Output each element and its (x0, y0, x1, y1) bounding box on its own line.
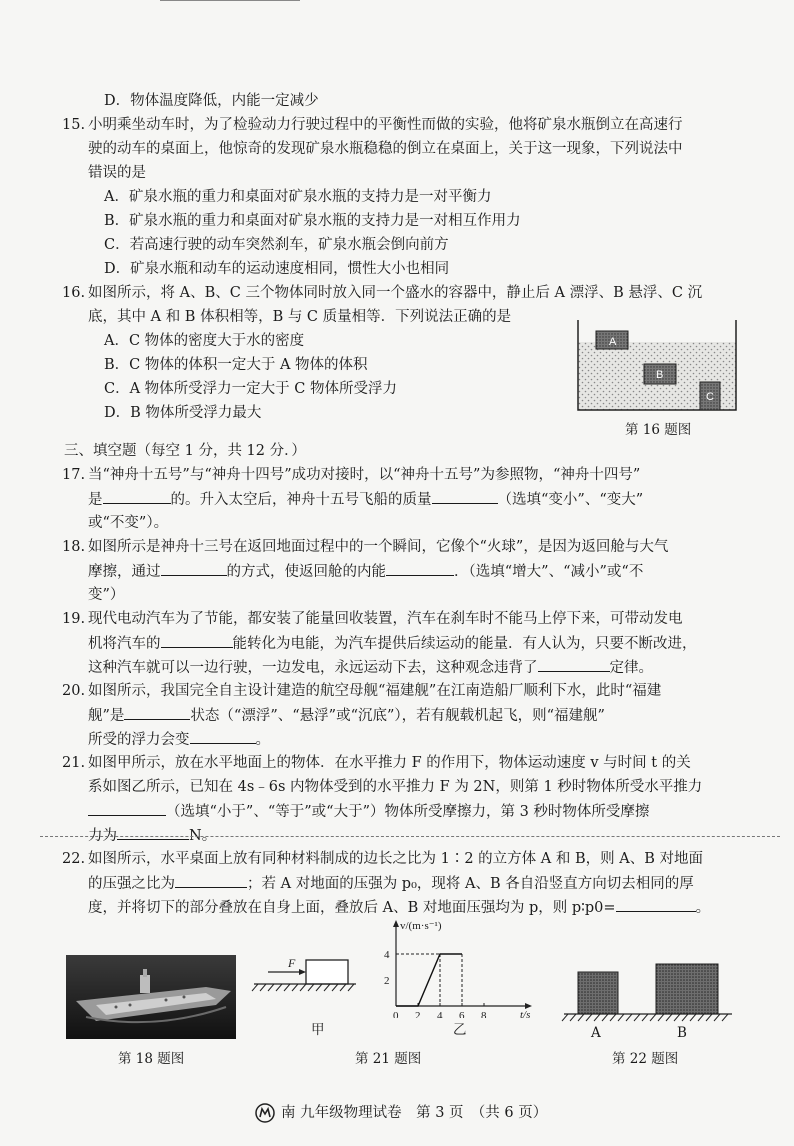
q18-blank-2[interactable] (386, 561, 454, 576)
section3-title: 三、填空题（每空 1 分，共 12 分．） (64, 443, 306, 459)
q17-line2-c: （选填“变小”、“变大” (497, 492, 644, 508)
q21-number: 21. (62, 755, 86, 771)
q20-line3-a: 所受的浮力会变 (88, 732, 190, 748)
q18-blank-1[interactable] (161, 561, 227, 576)
fig22-blocks (560, 955, 736, 1027)
q16-container-figure (572, 318, 742, 416)
footer-text: 南 九年级物理试卷 第 3 页 （共 6 页） (281, 1105, 548, 1121)
x-tick-label: 2 (415, 1010, 421, 1018)
q17-number: 17. (62, 467, 86, 483)
q15-option-b: B．矿泉水瓶的重力和桌面对矿泉水瓶的支持力是一对相互作用力 (104, 213, 521, 229)
q20-number: 20. (62, 683, 86, 699)
q19-blank-1[interactable] (161, 633, 233, 648)
q18-number: 18. (62, 539, 86, 555)
q18-line1: 如图所示是神舟十三号在返回地面过程中的一个瞬间，它像个“火球”，是因为返回舱与大气 (88, 539, 669, 555)
q22-blank-1[interactable] (175, 873, 247, 888)
x-tick-label: 4 (437, 1010, 443, 1018)
q20-line3 (88, 729, 270, 750)
q18-line2-a: 摩擦，通过 (88, 564, 161, 580)
footer (255, 1103, 547, 1123)
fold-line (40, 836, 780, 837)
y-tick-label: 4 (384, 949, 390, 961)
block-c-label: C (706, 391, 714, 403)
q21-line4-a: 力为 (88, 828, 117, 844)
q22-line2-a: 的压强之比为 (88, 876, 175, 892)
block-a-label: A (609, 336, 617, 348)
q21-line3 (88, 801, 649, 822)
q15-option-a: A．矿泉水瓶的重力和桌面对矿泉水瓶的支持力是一对平衡力 (104, 189, 492, 205)
q16-option-c: C．A 物体所受浮力一定大于 C 物体所受浮力 (104, 381, 397, 397)
ground-hatching (252, 984, 354, 991)
q16-option-b: B．C 物体的体积一定大于 A 物体的体积 (104, 357, 368, 373)
fig21-jia-diagram (248, 955, 360, 997)
q20-line2 (88, 705, 605, 726)
fig22-label-a: A (591, 1025, 601, 1041)
q19-line3 (88, 657, 653, 678)
block-b-label: B (656, 369, 664, 381)
q21-line4-b: N。 (189, 828, 217, 844)
q21-line3-text: （选填“小于”、“等于”或“大于”）物体所受摩擦力，第 3 秒时物体所受摩擦 (166, 804, 650, 820)
q19-number: 19. (62, 611, 86, 627)
fig22-caption: 第 22 题图 (612, 1051, 679, 1067)
x-tick-label: 8 (481, 1010, 487, 1018)
q15-stem-line1: 小明乘坐动车时，为了检验动力行驶过程中的平衡性而做的实验，他将矿泉水瓶倒立在高速行 (88, 117, 683, 133)
q21-line2: 系如图乙所示，已知在 4s﹣6s 内物体受到的水平推力 F 为 2N，则第 1 秒时物体所受水平推力 (88, 779, 703, 795)
q17-line2-a: 是 (88, 492, 103, 508)
velocity-series-line (396, 954, 462, 1006)
q20-line3-b: 。 (255, 732, 270, 748)
q19-blank-2[interactable] (538, 657, 610, 672)
q20-blank-1[interactable] (124, 705, 190, 720)
top-edge-mark (160, 0, 300, 1)
q15-option-c: C．若高速行驶的动车突然刹车，矿泉水瓶会倒向前方 (104, 237, 449, 253)
q21-blank-1[interactable] (88, 801, 166, 816)
vt-graph (378, 914, 544, 1018)
q19-line2-b: 能转化为电能，为汽车提供后续运动的能量．有人认为，只要不断改进， (232, 636, 697, 652)
fig18-caption: 第 18 题图 (118, 1051, 185, 1067)
q19-line2-a: 机将汽车的 (88, 636, 161, 652)
q18-line2-c: ．（选填“增大”、“减小”或“不 (454, 564, 644, 580)
q19-line1: 现代电动汽车为了节能，都安装了能量回收装置，汽车在刹车时不能马上停下来，可带动发电 (88, 611, 683, 627)
x-tick-label: 0 (393, 1010, 399, 1018)
carrier-photo (66, 955, 236, 1039)
q14-option-d: D．物体温度降低，内能一定减少 (104, 93, 319, 109)
fig22-label-b: B (677, 1025, 687, 1041)
q20-line2-b: 状态（“漂浮”、“悬浮”或“沉底”），若有舰载机起飞，则“福建舰” (190, 708, 605, 724)
q16-option-a: A．C 物体的密度大于水的密度 (104, 333, 305, 349)
q17-blank-1[interactable] (103, 489, 171, 504)
q19-line3-a: 这种汽车就可以一边行驶，一边发电，永远运动下去，这种观念违背了 (88, 660, 538, 676)
q19-line2 (88, 633, 697, 654)
q16-number: 16. (62, 285, 86, 301)
q17-line1: 当“神舟十五号”与“神舟十四号”成功对接时，以“神舟十五号”为参照物，“神舟十四号” (88, 467, 641, 483)
school-logo-icon (255, 1103, 275, 1123)
q16-stem-line2: 底，其中 A 和 B 体积相等，B 与 C 质量相等．下列说法正确的是 (88, 309, 512, 325)
fig21-caption: 第 21 题图 (355, 1051, 422, 1067)
q22-line1: 如图所示，水平桌面上放有同种材料制成的边长之比为 1∶2 的立方体 A 和 B，则 A、B 对地面 (88, 851, 703, 867)
q20-blank-2[interactable] (190, 729, 256, 744)
q18-line2-b: 的方式，使返回舱的内能 (226, 564, 386, 580)
q17-line3: 或“不变”）。 (88, 515, 169, 531)
q19-line3-b: 定律。 (609, 660, 653, 676)
q22-blank-2[interactable] (616, 897, 696, 912)
q21-blank-2[interactable] (117, 825, 189, 840)
q17-line2 (88, 489, 643, 510)
q15-option-d: D．矿泉水瓶和动车的运动速度相同，惯性大小也相同 (104, 261, 450, 277)
table-hatching (562, 1014, 728, 1021)
q17-line2-b: 的。升入太空后，神舟十五号飞船的质量 (170, 492, 432, 508)
cube-b (656, 964, 718, 1014)
q22-line3-a: 度，并将切下的部分叠放在自身上面，叠放后 A、B 对地面压强均为 p，则 p∶p0= (88, 900, 616, 916)
q22-line3-b: 。 (695, 900, 711, 916)
q18-line3: 变”） (88, 587, 125, 603)
y-tick-label: 2 (384, 975, 390, 987)
q15-stem-line3: 错误的是 (88, 165, 146, 181)
fig21-jia-label: 甲 (311, 1022, 325, 1038)
x-tick-label: 6 (459, 1010, 465, 1018)
cube-a (578, 972, 618, 1014)
q15-stem-line2: 驶的动车的桌面上，他惊奇的发现矿泉水瓶稳稳的倒立在桌面上，关于这一现象，下列说法中 (88, 141, 683, 157)
q20-line2-a: 舰”是 (88, 708, 125, 724)
q16-option-d: D．B 物体所受浮力最大 (104, 405, 262, 421)
pushed-block (306, 960, 348, 984)
q15-number: 15. (62, 117, 86, 133)
q17-blank-2[interactable] (432, 489, 498, 504)
q18-line2 (88, 561, 643, 582)
x-axis-label: t/s (520, 1009, 531, 1018)
q20-line1: 如图所示，我国完全自主设计建造的航空母舰“福建舰”在江南造船厂顺利下水，此时“福建 (88, 683, 662, 699)
q22-number: 22. (62, 851, 86, 867)
q22-line2-b: ；若 A 对地面的压强为 p₀，现将 A、B 各自沿竖直方向切去相同的厚 (247, 876, 694, 892)
q21-line1: 如图甲所示，放在水平地面上的物体．在水平推力 F 的作用下，物体运动速度 v 与时间 t 的关 (88, 755, 691, 771)
y-axis-label: v/(m·s⁻¹) (400, 920, 442, 932)
q16-stem-line1: 如图所示，将 A、B、C 三个物体同时放入同一个盛水的容器中，静止后 A 漂浮、B 悬浮、C 沉 (88, 285, 703, 301)
fig21-yi-label: 乙 (453, 1022, 467, 1038)
q16-caption: 第 16 题图 (625, 422, 692, 438)
q22-line2 (88, 873, 694, 894)
force-label: F (288, 956, 296, 970)
